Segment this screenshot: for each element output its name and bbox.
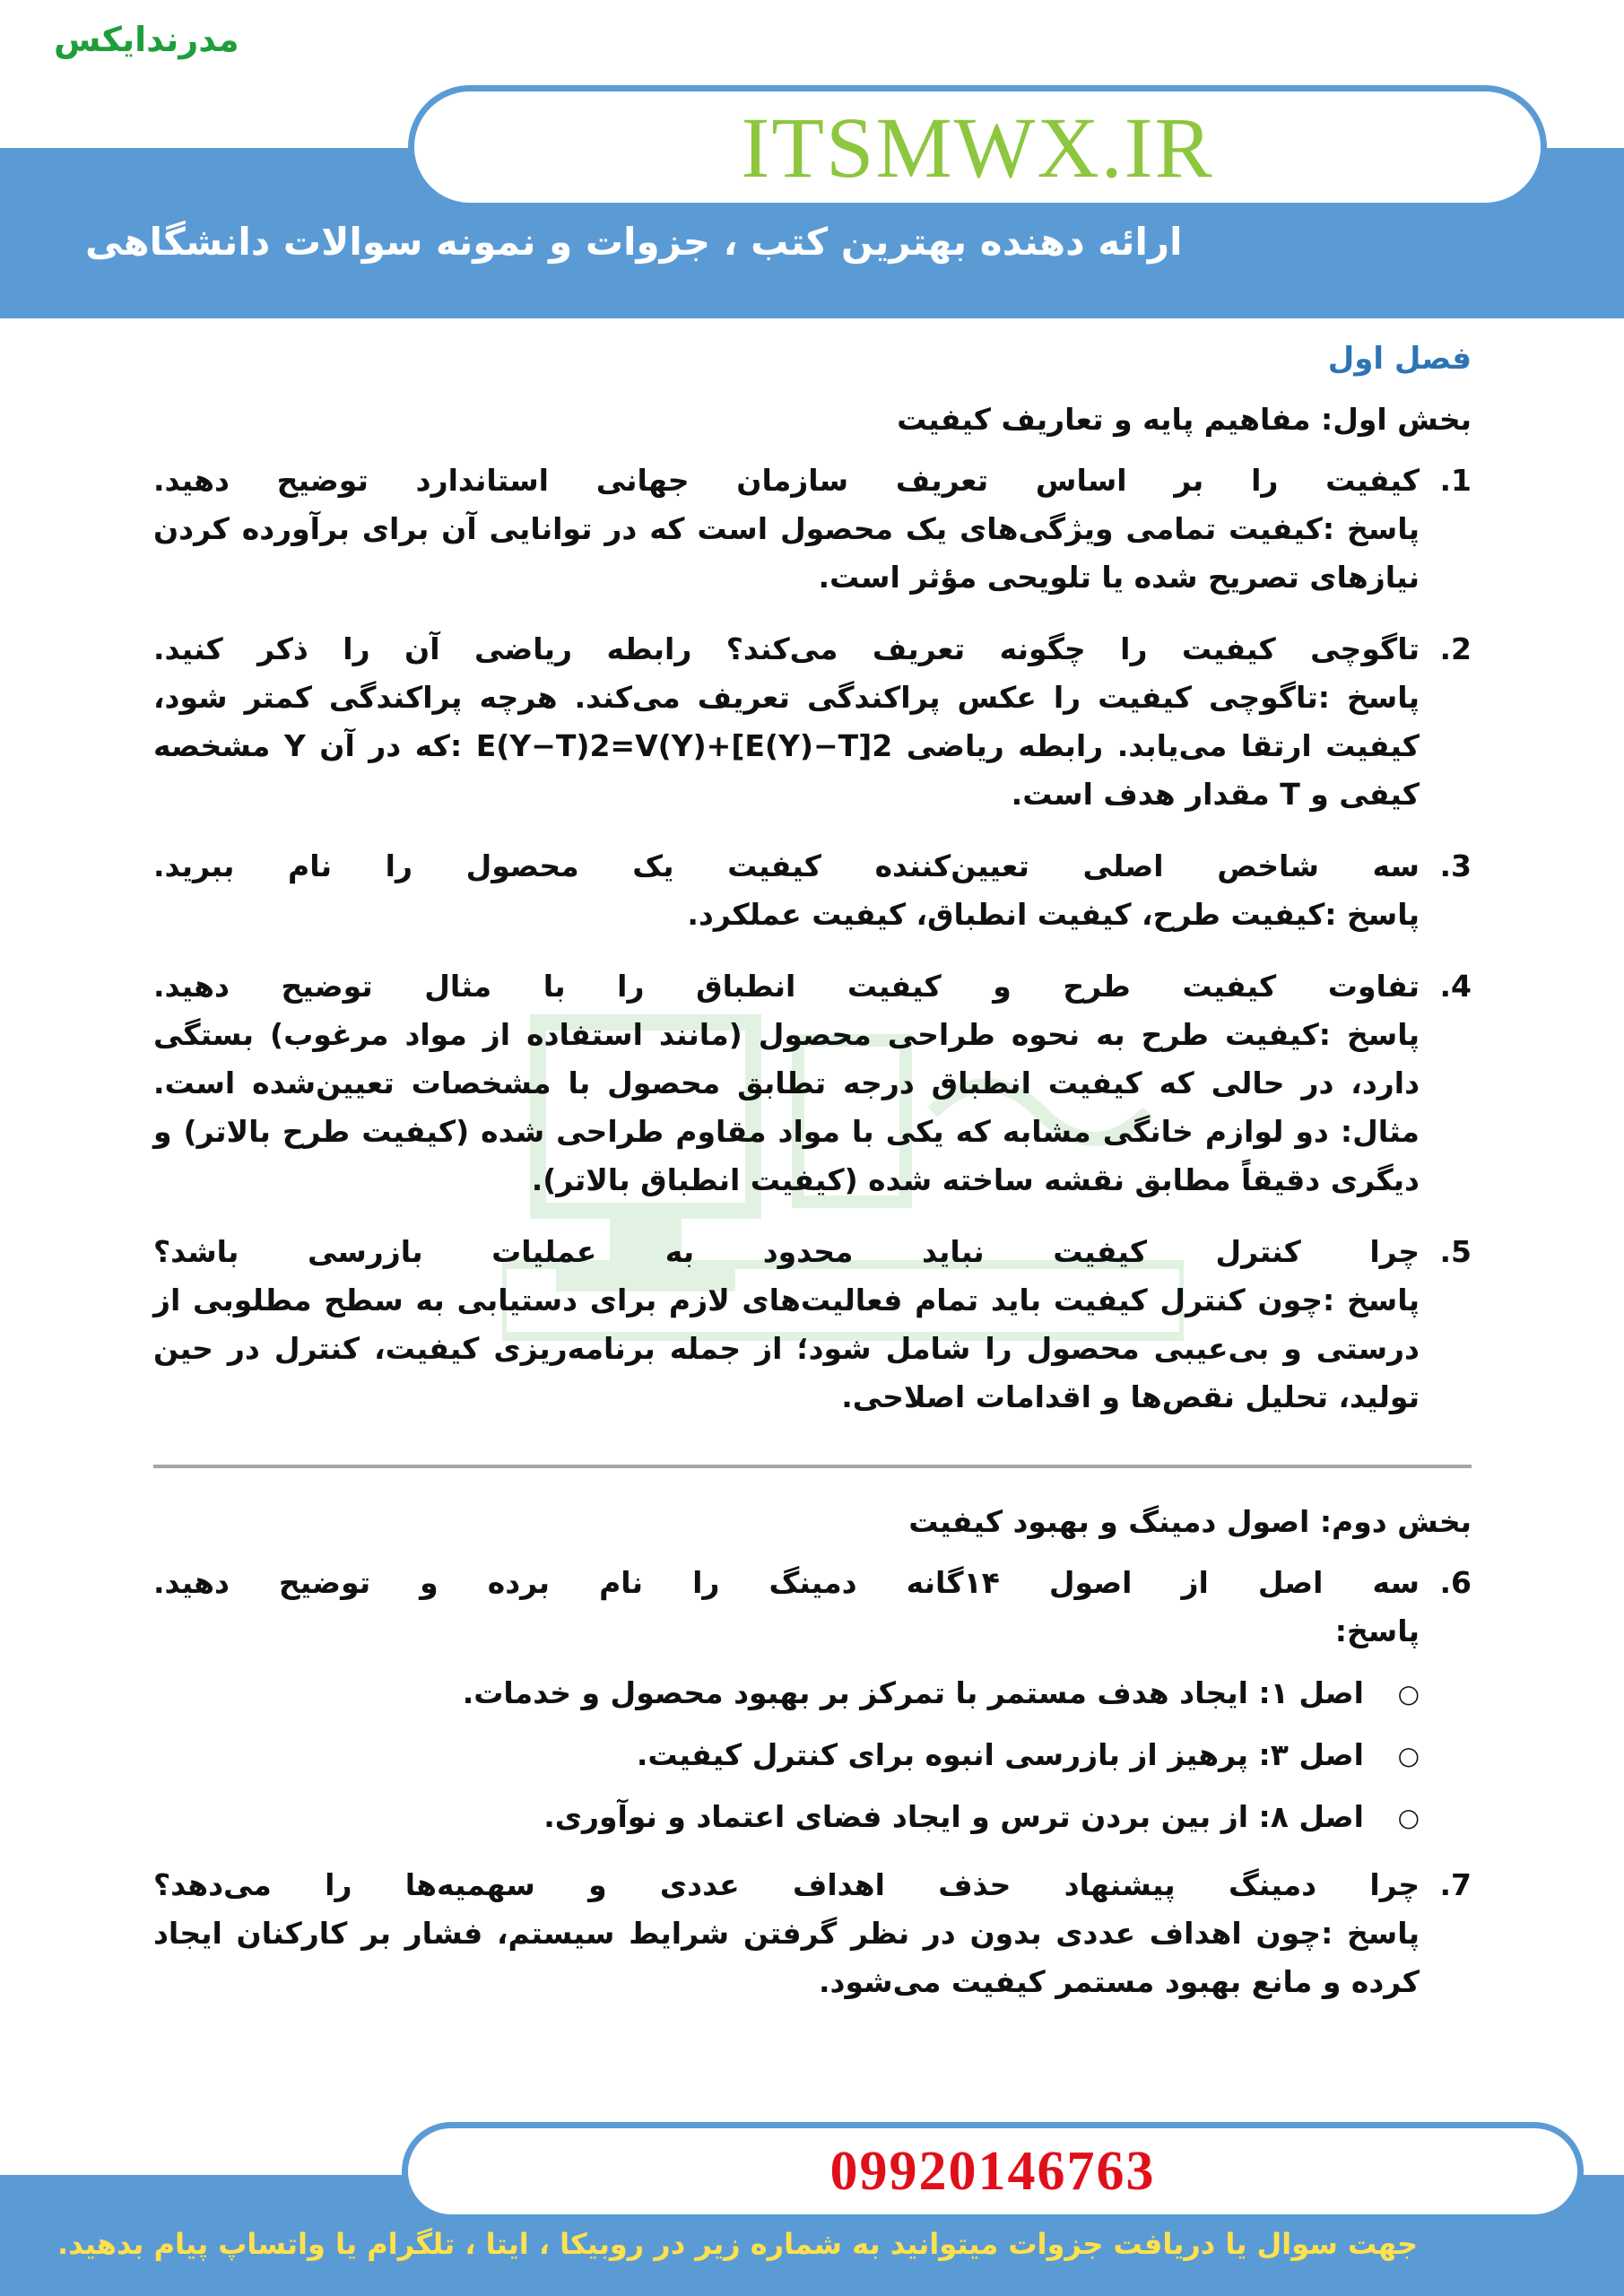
question-number: 2.: [1439, 631, 1472, 666]
header-subtitle: ارائه دهنده بهترین کتب ، جزوات و نمونه سوالات دانشگاهی: [85, 220, 1183, 264]
site-name: ITSMWX.IR: [741, 99, 1214, 196]
section-title-1: بخش اول: مفاهیم پایه و تعاریف کیفیت: [897, 402, 1472, 437]
answer-text: پاسخ :کیفیت طرح به نحوه طراحی محصول (مانند استفاده از مواد مرغوب) بستگی دارد، در حالی که کیفیت انطباق درجه تطابق محصول با مشخصات تعیین‌شده است. مثال: دو لوازم خانگی مشابه که یکی با مواد مقاوم طراحی شده (کیفیت طرح بالاتر) و دیگری دقیقاً مطابق نقشه ساخته شده (کیفیت انطباق بالاتر).: [153, 1017, 1420, 1197]
answer-text: پاسخ :چون اهداف عددی بدون در نظر گرفتن شرایط سیستم، فشار بر کارکنان ایجاد کرده و مانع بهبود مستمر کیفیت می‌شود.: [153, 1916, 1420, 1999]
question-text: سه اصل از اصول ۱۴گانه دمینگ را نام برده و توضیح دهید.: [153, 1565, 1420, 1600]
question-text: سه شاخص اصلی تعیین‌کننده کیفیت یک محصول را نام ببرید.: [153, 848, 1420, 883]
document-body: [153, 341, 1472, 2030]
question-text: تفاوت کیفیت طرح و کیفیت انطباق را با مثال توضیح دهید.: [153, 969, 1420, 1004]
question-text: چرا کنترل کیفیت نباید محدود به عملیات بازرسی باشد؟: [153, 1234, 1420, 1269]
list-item-text: اصل ۸: از بین بردن ترس و ایجاد فضای اعتماد و نوآوری.: [543, 1799, 1364, 1834]
chapter-title: فصل اول: [1327, 341, 1472, 377]
question-6: [153, 1559, 1472, 1656]
footer-note: جهت سوال یا دریافت جزوات میتوانید به شماره زیر در روبیکا ، ایتا ، تلگرام یا واتساپ پیام بدهید.: [57, 2227, 1418, 2261]
brand-name: مدرندایکس: [54, 20, 239, 59]
question-1: [153, 457, 1472, 602]
section-divider: [153, 1465, 1472, 1468]
answer-text: پاسخ :تاگوچی کیفیت را عکس پراکندگی تعریف می‌کند. هرچه پراکندگی کمتر شود، کیفیت ارتقا می‌یابد. رابطه ریاضی E(Y−T)2=V(Y)+[E(Y)−T]2 :که در آن Y مشخصه کیفی و T مقدار هدف است.: [153, 680, 1420, 812]
answer-text: پاسخ :کیفیت تمامی ویژگی‌های یک محصول است که در توانایی آن برای برآورده کردن نیازهای تصریح شده یا تلویحی مؤثر است.: [153, 511, 1420, 595]
answer-text: پاسخ :چون کنترل کیفیت باید تمام فعالیت‌های لازم برای دستیابی به سطح مطلوبی از درستی و بی‌عیبی محصول را شامل شود؛ از جمله برنامه‌ریزی کیفیت، کنترل در حین تولید، تحلیل نقص‌ها و اقدامات اصلاحی.: [153, 1283, 1420, 1414]
question-2: [153, 625, 1472, 819]
question-text: کیفیت را بر اساس تعریف سازمان جهانی استاندارد توضیح دهید.: [153, 463, 1420, 498]
question-5: [153, 1228, 1472, 1422]
footer-pill: [402, 2122, 1584, 2221]
section-title-2: بخش دوم: اصول دمینگ و بهبود کیفیت: [908, 1504, 1472, 1539]
question-number: 4.: [1439, 969, 1472, 1004]
question-7: [153, 1861, 1472, 2006]
question-text: تاگوچی کیفیت را چگونه تعریف می‌کند؟ رابطه ریاضی آن را ذکر کنید.: [153, 631, 1420, 666]
contact-phone[interactable]: 09920146763: [829, 2140, 1156, 2202]
header-pill: [408, 85, 1547, 209]
answer-text: پاسخ :کیفیت طرح، کیفیت انطباق، کیفیت عملکرد.: [687, 897, 1420, 932]
list-item-text: اصل ۱: ایجاد هدف مستمر با تمرکز بر بهبود محصول و خدمات.: [462, 1675, 1364, 1710]
list-item-text: اصل ۳: پرهیز از بازرسی انبوه برای کنترل کیفیت.: [636, 1737, 1364, 1772]
list-item: [153, 1737, 1472, 1772]
question-number: 6.: [1439, 1565, 1472, 1600]
answer-text: پاسخ:: [1334, 1613, 1420, 1648]
question-text: چرا دمینگ پیشنهاد حذف اهداف عددی و سهمیه‌ها را می‌دهد؟: [153, 1867, 1420, 1902]
question-number: 3.: [1439, 848, 1472, 883]
list-item: [153, 1799, 1472, 1834]
principles-list: [153, 1675, 1472, 1834]
bullet-circle-icon: ○: [1397, 1679, 1420, 1709]
question-4: [153, 962, 1472, 1205]
question-number: 7.: [1439, 1867, 1472, 1902]
list-item: [153, 1675, 1472, 1710]
question-3: [153, 842, 1472, 939]
question-number: 1.: [1439, 463, 1472, 498]
question-number: 5.: [1439, 1234, 1472, 1269]
bullet-circle-icon: ○: [1397, 1803, 1420, 1832]
bullet-circle-icon: ○: [1397, 1741, 1420, 1770]
